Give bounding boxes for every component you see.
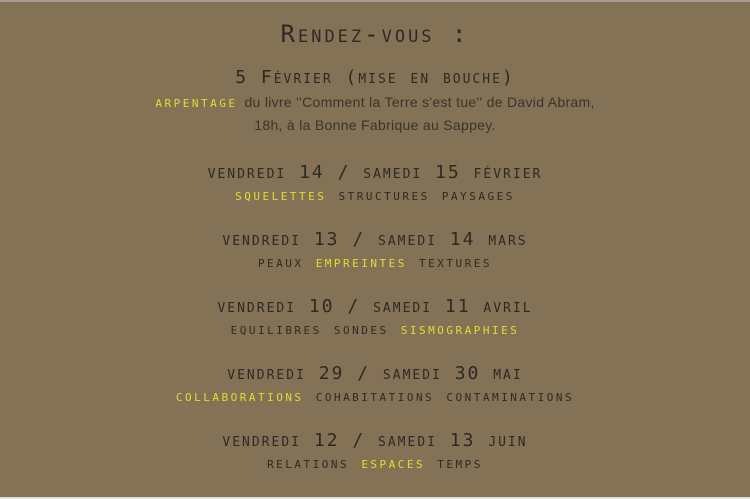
theme-highlight-word: espaces xyxy=(361,453,426,472)
theme-text-post: cohabitations contaminations xyxy=(303,386,575,405)
theme-text-post: structures paysages xyxy=(326,185,515,204)
event-theme xyxy=(0,453,750,472)
event-date: vendredi 10 / samedi 11 avril xyxy=(217,296,533,317)
event-theme xyxy=(0,319,750,338)
top-edge-divider xyxy=(0,0,750,2)
theme-text-pre: peaux xyxy=(257,252,316,271)
theme-text-post: temps xyxy=(425,453,483,472)
event-block-february xyxy=(0,161,750,204)
intro-event-block xyxy=(0,66,750,137)
theme-highlight-word: sismographies xyxy=(400,319,520,338)
intro-highlight-word: arpentage xyxy=(155,92,238,111)
event-date: vendredi 12 / samedi 13 juin xyxy=(222,430,528,451)
intro-description-text: du livre ''Comment la Terre s'est tue'' de David Abram, xyxy=(244,94,595,110)
theme-text-post: textures xyxy=(406,252,493,271)
theme-highlight-word: squelettes xyxy=(235,185,327,204)
event-block-mars xyxy=(0,228,750,271)
intro-details-text: 18h, à la Bonne Fabrique au Sappey. xyxy=(254,117,496,133)
event-date: vendredi 29 / samedi 30 mai xyxy=(227,363,523,384)
theme-highlight-word: collaborations xyxy=(175,386,304,405)
event-theme xyxy=(0,252,750,271)
event-block-avril xyxy=(0,295,750,338)
event-theme xyxy=(0,386,750,405)
event-date: vendredi 14 / samedi 15 février xyxy=(207,162,543,183)
intro-event-date: 5 Février (mise en bouche) xyxy=(235,67,515,88)
page-title: Rendez-vous : xyxy=(280,20,470,48)
theme-text-pre: relations xyxy=(267,453,362,472)
event-date: vendredi 13 / samedi 14 mars xyxy=(222,229,528,250)
event-block-juin xyxy=(0,429,750,472)
intro-description-line xyxy=(0,90,750,114)
theme-highlight-word: empreintes xyxy=(315,252,407,271)
event-theme xyxy=(0,185,750,204)
theme-text-pre: equilibres sondes xyxy=(230,319,401,338)
event-block-mai xyxy=(0,362,750,405)
